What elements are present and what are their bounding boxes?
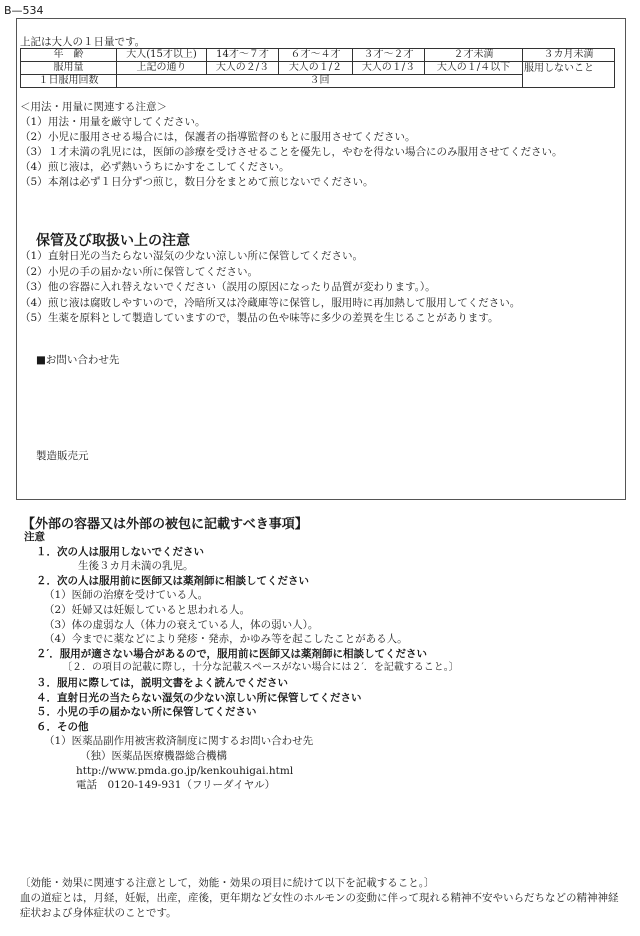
section-heading: １．次の人は服用しないでください	[36, 545, 204, 558]
dosage-table	[20, 48, 615, 88]
storage-notes	[20, 249, 614, 327]
list-item: （1）医師の治療を受けている人。	[44, 589, 209, 602]
table-cell: ６才〜４才	[279, 49, 353, 62]
list-item: （4） 煎じ液は，必ず熱いうちにかすをこしてください。	[20, 161, 290, 173]
efficacy-note	[20, 876, 620, 921]
table-cell: 大人の１/４以下	[425, 62, 523, 75]
table-cell: 大人の１/３	[353, 62, 425, 75]
storage-title: 保管及び取扱い上の注意	[36, 233, 190, 249]
table-row	[21, 62, 615, 75]
list-item: （2）妊婦又は妊娠していると思われる人。	[44, 603, 251, 616]
contact-label: ■お問い合わせ先	[36, 354, 120, 366]
table-cell: ３カ月未満	[523, 49, 615, 62]
list-item: （1）医薬品副作用被害救済制度に関するお問い合わせ先	[44, 735, 314, 748]
table-cell: 年 齢	[21, 49, 117, 62]
list-item: （3） 他の容器に入れ替えないでください（誤用の原因になったり品質が変わります。）。	[20, 281, 436, 293]
organization-name: （独）医薬品医療機器総合機構	[80, 749, 227, 762]
section-note: 〔２．の項目の記載に際し，十分な記載スペースがない場合には２′．を記載すること。〕	[62, 662, 459, 674]
list-item: （5） 生薬を原料として製造していますので，製品の色や味等に多少の差異を生じることがあります。	[20, 312, 499, 324]
efficacy-note-heading: 〔効能・効果に関連する注意として，効能・効果の項目に続けて以下を記載すること。〕	[20, 877, 435, 889]
list-item: （4） 煎じ液は腐敗しやすいので，冷暗所又は冷蔵庫等に保管し，服用時に再加熱して服用してください。	[20, 296, 521, 309]
usage-heading: ＜用法・用量に関連する注意＞	[20, 101, 167, 113]
manufacturer-label: 製造販売元	[36, 450, 89, 462]
usage-notes	[20, 100, 616, 190]
list-item: （2） 小児の手の届かない所に保管してください。	[20, 265, 258, 278]
table-cell: 大人の１/２	[279, 62, 353, 75]
table-cell: 大人の２/３	[207, 62, 279, 75]
pmda-url: http://www.pmda.go.jp/kenkouhigai.html	[76, 764, 294, 777]
list-item: （3） １才未満の乳児には，医師の診療を受けさせることを優先し，やむを得ない場合にのみ服用させてください。	[20, 146, 563, 158]
table-cell: 大人(15才以上)	[117, 49, 207, 62]
list-item: （1） 直射日光の当たらない湿気の少ない涼しい所に保管してください。	[20, 250, 363, 262]
outer-package-title: 【外部の容器又は外部の被包に記載すべき事項】	[22, 517, 308, 532]
table-cell: 14才〜７才	[207, 49, 279, 62]
phone-number: 電話 0120-149-931（フリーダイヤル）	[76, 779, 276, 792]
list-item: （1） 用法・用量を厳守してください。	[20, 116, 206, 128]
section-heading: ３．服用に際しては，説明文書をよく読んでください	[36, 676, 288, 689]
note-label: 注意	[24, 531, 45, 543]
table-cell: 上記の通り	[117, 62, 207, 75]
section-heading: ５．小児の手の届かない所に保管してください	[36, 706, 257, 719]
section-heading: ２．次の人は服用前に医師又は薬剤師に相談してください	[36, 574, 309, 587]
section-line: 生後３カ月未満の乳児。	[78, 560, 194, 573]
table-cell: １日服用回数	[21, 75, 117, 88]
list-item: （2） 小児に服用させる場合には，保護者の指導監督のもとに服用させてください。	[20, 131, 416, 143]
list-item: （4）今までに薬などにより発疹・発赤，かゆみ等を起こしたことがある人。	[44, 633, 408, 646]
outer-package-notes	[22, 530, 622, 793]
table-cell: ３才〜２才	[353, 49, 425, 62]
table-cell: ３回	[117, 75, 523, 88]
list-item: （5） 本剤は必ず１日分ずつ煎じ，数日分をまとめて煎じないでください。	[20, 176, 374, 188]
list-item: （3）体の虚弱な人（体力の衰えている人，体の弱い人）。	[44, 618, 319, 631]
section-heading: ４．直射日光の当たらない湿気の少ない涼しい所に保管してください	[36, 691, 362, 704]
table-cell: ２才未満	[425, 49, 523, 62]
table-cell: 服用量	[21, 62, 117, 75]
efficacy-note-body: 血の道症とは，月経，妊娠，出産，産後，更年期など女性のホルモンの変動に伴って現れる精神不安やいらだちなどの精神神経症状および身体症状のことです。	[20, 892, 619, 919]
section-heading: ２′．服用が適さない場合があるので，服用前に医師又は薬剤師に相談してください	[36, 647, 428, 660]
table-cell-do-not-use: 服用しないこと	[523, 62, 615, 88]
dosage-intro: 上記は大人の１日量です。	[20, 36, 146, 48]
table-row	[21, 49, 615, 62]
page-code: B—534	[4, 4, 44, 17]
section-heading: ６．その他	[36, 720, 89, 733]
